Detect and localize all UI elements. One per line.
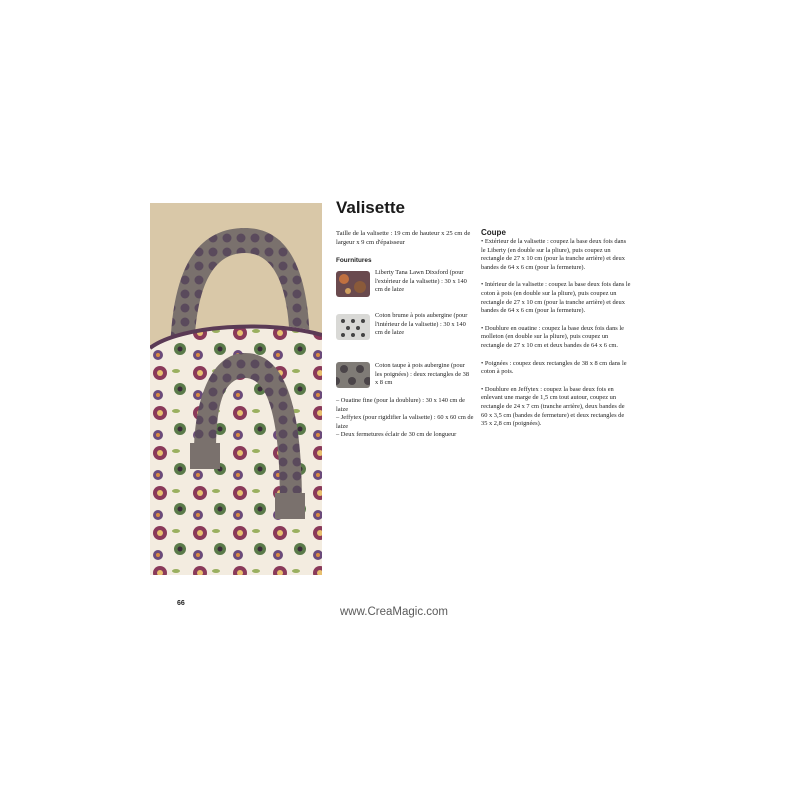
page-number: 66 (177, 600, 185, 607)
list-item: – Deux fermetures éclair de 30 cm de longueur (336, 431, 457, 439)
bag-photo (150, 203, 322, 575)
list-item: • Doublure en ouatine : coupez la base deux fois dans le molleton (en double sur la pliure), puis coupez un rectangle de 27 x 10 cm et deux bandes de 64 x 6 cm. (481, 324, 624, 349)
floral-bag-illustration (150, 203, 322, 575)
list-item: • Intérieur de la valisette : coupez la base deux fois dans le coton à pois (en double sur la pliure), puis coupez un rectangle de 27 x 10 cm (pour la tranche arrière) et deux bandes de 64 x 6 cm (pour la fermeture). (481, 281, 631, 315)
page-title: Valisette (336, 198, 405, 217)
taupe-dot-swatch (336, 362, 370, 388)
fournitures-heading: Fournitures (336, 257, 372, 264)
swatch-text-liberty: Liberty Tana Lawn Dixsford (pour l'extérieur de la valisette) : 30 x 140 cm de laize (375, 269, 467, 294)
swatch-text-brume: Coton brume à pois aubergine (pour l'intérieur de la valisette) : 30 x 140 cm de laize (375, 312, 468, 337)
fournitures-extras-list (336, 397, 476, 440)
list-item: – Jeffytex (pour rigidifier la valisette) : 60 x 60 cm de laize (336, 414, 474, 430)
list-item: – Ouatine fine (pour la doublure) : 30 x 140 cm de laize (336, 397, 466, 413)
liberty-fabric-swatch (336, 271, 370, 297)
brume-dot-swatch (336, 314, 370, 340)
coupe-heading: Coupe (481, 228, 506, 237)
coupe-list (481, 238, 631, 438)
list-item: • Extérieur de la valisette : coupez la base deux fois dans le Liberty (en double sur la pliure), puis coupez un rectangle de 27 x 10 cm (pour la tranche arrière) et deux bandes de 64 x 6 cm (pour la fermeture). (481, 238, 627, 271)
list-item: • Poignées : coupez deux rectangles de 38 x 8 cm dans le coton à pois. (481, 359, 627, 376)
list-item: • Doublure en Jeffytex : coupez la base deux fois en enlevant une marge de 1,5 cm tout autour, coupez un rectangle de 24 x 7 cm (tranche arrière), deux bandes de 60 x 3,5 cm (bandes de fermeture) et deux rectangles de 35 x 2,8 cm (poignées). (481, 385, 625, 428)
swatch-text-taupe: Coton taupe à pois aubergine (pour les poignées) : deux rectangles de 38 x 8 cm (375, 362, 470, 387)
watermark: www.CreaMagic.com (340, 606, 448, 618)
bag-size-text: Taille de la valisette : 19 cm de hauteur x 25 cm de largeur x 9 cm d'épaisseur (336, 230, 471, 246)
